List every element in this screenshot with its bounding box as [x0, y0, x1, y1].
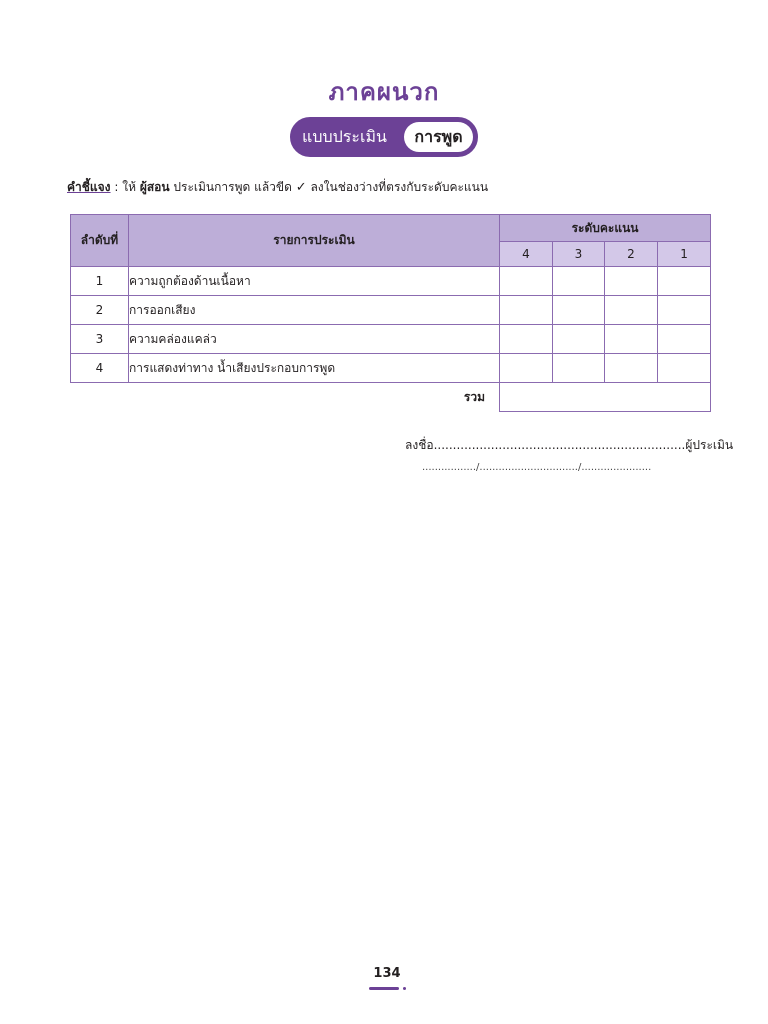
score-cell[interactable]	[500, 296, 553, 325]
instructions-part1: ให้	[122, 180, 140, 194]
signature-line	[405, 436, 733, 455]
page-number-dot	[403, 987, 406, 990]
row-number: 3	[71, 325, 129, 354]
score-cell[interactable]	[605, 325, 658, 354]
row-number: 1	[71, 267, 129, 296]
row-item: การออกเสียง	[129, 296, 500, 325]
row-number: 2	[71, 296, 129, 325]
page-title: ภาคผนวก	[328, 78, 440, 106]
header-order: ลำดับที่	[71, 215, 129, 267]
score-cell[interactable]	[500, 267, 553, 296]
instructions-teacher: ผู้สอน	[139, 180, 170, 194]
score-cell[interactable]	[553, 267, 605, 296]
table-row	[71, 325, 711, 354]
total-row	[71, 383, 711, 412]
row-item: ความถูกต้องด้านเนื้อหา	[129, 267, 500, 296]
score-cell[interactable]	[605, 296, 658, 325]
score-cell[interactable]	[553, 354, 605, 383]
level-3: 3	[553, 242, 605, 267]
row-item: การแสดงท่าทาง น้ำเสียงประกอบการพูด	[129, 354, 500, 383]
date-line[interactable]: ................./.............................../......................	[422, 462, 652, 473]
score-cell[interactable]	[553, 325, 605, 354]
instructions-colon: :	[110, 180, 123, 194]
pill-right-label: การพูด	[404, 122, 473, 152]
level-1: 1	[658, 242, 711, 267]
signature-dots[interactable]: ..................................................................	[433, 438, 686, 452]
table-row	[71, 296, 711, 325]
score-cell[interactable]	[500, 354, 553, 383]
signature-role: ผู้ประเมิน	[685, 438, 734, 452]
row-number: 4	[71, 354, 129, 383]
instructions-part2: ประเมินการพูด แล้วขีด	[169, 180, 296, 194]
checkmark-icon: ✓	[295, 180, 307, 195]
page-number-underline	[369, 987, 399, 990]
section-pill	[290, 117, 478, 157]
level-2: 2	[605, 242, 658, 267]
pill-left-label: แบบประเมิน	[302, 126, 387, 146]
table-row	[71, 267, 711, 296]
signature-label: ลงชื่อ	[405, 438, 434, 452]
score-cell[interactable]	[658, 325, 711, 354]
score-cell[interactable]	[658, 296, 711, 325]
level-4: 4	[500, 242, 553, 267]
score-cell[interactable]	[658, 354, 711, 383]
score-cell[interactable]	[553, 296, 605, 325]
score-cell[interactable]	[500, 325, 553, 354]
total-label: รวม	[463, 389, 485, 404]
instructions-part3: ลงในช่องว่างที่ตรงกับระดับคะแนน	[306, 180, 489, 194]
header-items: รายการประเมิน	[129, 215, 500, 267]
evaluation-table	[70, 214, 711, 412]
header-score-level: ระดับคะแนน	[500, 215, 711, 242]
instructions-label: คำชี้แจง	[67, 180, 111, 194]
score-cell[interactable]	[605, 267, 658, 296]
row-item: ความคล่องแคล่ว	[129, 325, 500, 354]
instructions	[67, 178, 488, 197]
total-cell[interactable]	[500, 383, 711, 412]
score-cell[interactable]	[605, 354, 658, 383]
page-number: 134	[373, 966, 401, 981]
table-row	[71, 354, 711, 383]
score-cell[interactable]	[658, 267, 711, 296]
